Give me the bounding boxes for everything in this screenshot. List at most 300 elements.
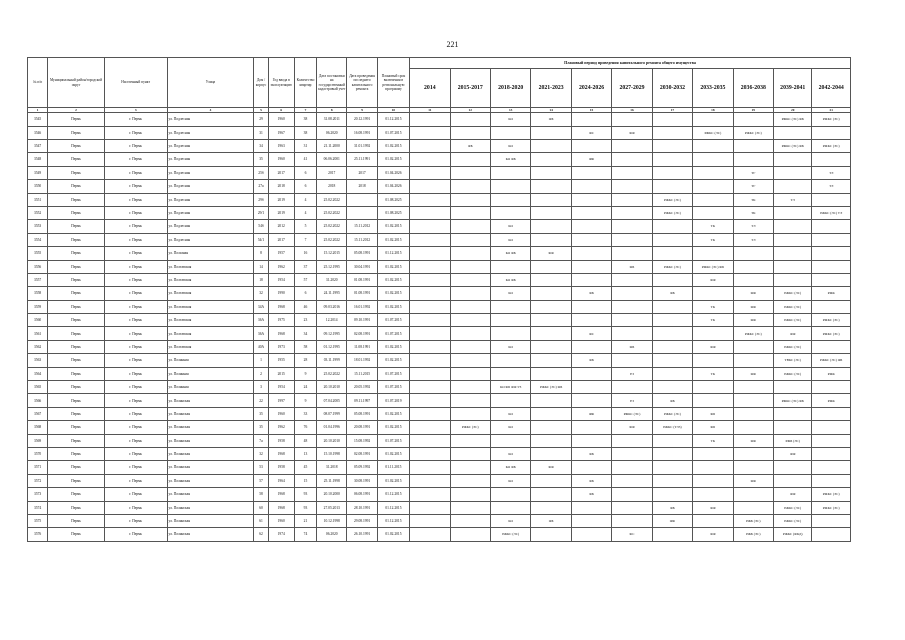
- row-plan-cell: ФФ: [571, 407, 611, 420]
- row-date-repair: 02.08.1991: [347, 447, 377, 460]
- row-flats: 6: [294, 287, 316, 300]
- row-municipal: Пермь: [48, 394, 105, 407]
- row-plan-cell: [450, 340, 490, 353]
- row-house: 35: [254, 421, 268, 434]
- row-plan-cell: [410, 447, 450, 460]
- row-date-repair: 05.09.1992: [347, 461, 377, 474]
- row-date-plan: 01.12.2015: [377, 247, 409, 260]
- row-plan-cell: [450, 367, 490, 380]
- row-plan-cell: [410, 407, 450, 420]
- row-plan-cell: [693, 447, 733, 460]
- row-plan-cell: [693, 461, 733, 474]
- row-plan-cell: [733, 381, 773, 394]
- row-house: 29/1: [254, 206, 268, 219]
- row-date-repair: 30.04.1991: [347, 260, 377, 273]
- row-plan-cell: [571, 300, 611, 313]
- row-plan-cell: [612, 488, 652, 501]
- row-plan-cell: [612, 514, 652, 527]
- table-row: [28, 220, 851, 233]
- row-plan-cell: [450, 474, 490, 487]
- row-year-built: 1990: [268, 287, 294, 300]
- table-row: [28, 193, 851, 206]
- row-plan-cell: [652, 220, 692, 233]
- row-plan-cell: [571, 381, 611, 394]
- row-plan-cell: РЖКС (ЭС): [652, 260, 692, 273]
- row-plan-cell: [733, 501, 773, 514]
- row-plan-cell: РЖКС (ЭС): [774, 314, 812, 327]
- row-num: 3576: [28, 528, 48, 541]
- row-date-repair: 05.08.1991: [347, 247, 377, 260]
- row-plan-cell: [733, 340, 773, 353]
- row-date-priv: 12.2014: [317, 314, 347, 327]
- row-plan-cell: [450, 354, 490, 367]
- row-settlement: г. Пермь: [104, 474, 167, 487]
- row-municipal: Пермь: [48, 434, 105, 447]
- row-street: ул. Полтавская: [167, 327, 254, 340]
- row-flats: 5: [294, 220, 316, 233]
- row-plan-cell: [612, 153, 652, 166]
- row-date-plan: 01.02.2015: [377, 421, 409, 434]
- row-settlement: г. Пермь: [104, 461, 167, 474]
- row-plan-cell: [693, 247, 733, 260]
- row-plan-cell: [612, 206, 652, 219]
- row-date-priv: 2017: [317, 166, 347, 179]
- row-street: ул. Подлесная: [167, 153, 254, 166]
- row-plan-cell: [652, 367, 692, 380]
- row-plan-cell: [693, 327, 733, 340]
- row-plan-cell: [450, 180, 490, 193]
- row-plan-cell: ФБ: [571, 488, 611, 501]
- row-plan-cell: КО ФБ ФФ УЗ: [490, 381, 530, 394]
- row-date-priv: 25.02.2022: [317, 233, 347, 246]
- row-flats: 37: [294, 260, 316, 273]
- row-date-repair: [347, 193, 377, 206]
- col-number: 10: [377, 108, 409, 113]
- row-date-plan: 01.02.2015: [377, 474, 409, 487]
- row-plan-cell: [571, 340, 611, 353]
- row-plan-cell: РЖКС (ЭС): [774, 340, 812, 353]
- row-year-built: 1968: [268, 327, 294, 340]
- row-plan-cell: [693, 180, 733, 193]
- row-plan-cell: [571, 501, 611, 514]
- row-municipal: Пермь: [48, 220, 105, 233]
- row-plan-cell: [450, 488, 490, 501]
- row-plan-cell: [531, 193, 571, 206]
- row-plan-cell: ФФ: [733, 287, 773, 300]
- row-plan-cell: РЖКС (ЭС): [774, 501, 812, 514]
- row-municipal: Пермь: [48, 139, 105, 152]
- header-municipal: Муниципальный район/городской округ: [48, 58, 105, 108]
- row-plan-cell: [571, 434, 611, 447]
- row-date-priv: 25.02.2022: [317, 220, 347, 233]
- row-plan-cell: [450, 273, 490, 286]
- row-settlement: г. Пермь: [104, 528, 167, 541]
- row-house: 35: [254, 407, 268, 420]
- row-settlement: г. Пермь: [104, 447, 167, 460]
- row-flats: 23: [294, 314, 316, 327]
- row-plan-cell: [531, 367, 571, 380]
- col-number: 20: [774, 108, 812, 113]
- col-number: 12: [450, 108, 490, 113]
- row-year-built: 1968: [268, 488, 294, 501]
- row-plan-cell: [531, 287, 571, 300]
- row-plan-cell: [812, 528, 851, 541]
- row-date-repair: 01.08.1991: [347, 273, 377, 286]
- row-flats: 76: [294, 421, 316, 434]
- row-plan-cell: ФФ: [733, 300, 773, 313]
- row-date-priv: 27.05.2013: [317, 501, 347, 514]
- row-plan-cell: [693, 153, 733, 166]
- row-plan-cell: [812, 260, 851, 273]
- row-plan-cell: [531, 327, 571, 340]
- row-house: 60: [254, 501, 268, 514]
- row-flats: 38: [294, 113, 316, 126]
- row-plan-cell: [812, 461, 851, 474]
- row-plan-cell: [531, 139, 571, 152]
- row-date-repair: [347, 206, 377, 219]
- row-year-built: 1958: [268, 434, 294, 447]
- row-plan-cell: ФБ: [652, 394, 692, 407]
- row-flats: 24: [294, 381, 316, 394]
- row-plan-cell: [733, 407, 773, 420]
- row-plan-cell: [774, 407, 812, 420]
- row-municipal: Пермь: [48, 193, 105, 206]
- header-street: Улица: [167, 58, 254, 108]
- row-settlement: г. Пермь: [104, 421, 167, 434]
- row-plan-cell: КО: [490, 340, 530, 353]
- row-plan-cell: [410, 461, 450, 474]
- row-date-repair: 01.08.1991: [347, 287, 377, 300]
- row-plan-cell: РЖКС (ЭС) ФБ: [531, 381, 571, 394]
- row-street: ул. Полянская: [167, 434, 254, 447]
- header-date-priv: Дата постановки на государственный кадастровый учет: [317, 58, 347, 108]
- header-year-10: 2042-2044: [812, 69, 851, 108]
- row-municipal: Пермь: [48, 327, 105, 340]
- row-plan-cell: [693, 139, 733, 152]
- row-settlement: г. Пермь: [104, 407, 167, 420]
- row-plan-cell: ФБ: [571, 474, 611, 487]
- row-house: 36А: [254, 327, 268, 340]
- row-flats: 46: [294, 300, 316, 313]
- row-plan-cell: [652, 528, 692, 541]
- row-year-built: 2017: [268, 233, 294, 246]
- row-flats: 7: [294, 233, 316, 246]
- row-plan-cell: ФФ: [693, 340, 733, 353]
- row-municipal: Пермь: [48, 501, 105, 514]
- row-plan-cell: ТК: [693, 220, 733, 233]
- row-street: ул. Полтавская: [167, 340, 254, 353]
- row-plan-cell: КО: [490, 139, 530, 152]
- row-date-repair: 26.10.1991: [347, 528, 377, 541]
- row-plan-cell: ФФ: [733, 474, 773, 487]
- row-plan-cell: КО ФБ: [490, 461, 530, 474]
- row-plan-cell: [531, 474, 571, 487]
- row-date-priv: 06.2020: [317, 126, 347, 139]
- row-date-repair: 18.01.1992: [347, 354, 377, 367]
- row-flats: 58: [294, 340, 316, 353]
- table-row: [28, 300, 851, 313]
- row-date-priv: 24.11.1995: [317, 287, 347, 300]
- row-plan-cell: [652, 488, 692, 501]
- row-plan-cell: [693, 193, 733, 206]
- header-num: № п/п: [28, 58, 48, 108]
- row-plan-cell: РЖКС (ЭС) ФБ: [693, 260, 733, 273]
- row-plan-cell: ФБ: [531, 113, 571, 126]
- row-year-built: 2019: [268, 206, 294, 219]
- row-plan-cell: [812, 193, 851, 206]
- row-settlement: г. Пермь: [104, 193, 167, 206]
- row-plan-cell: [531, 528, 571, 541]
- row-plan-cell: [612, 180, 652, 193]
- row-plan-cell: [410, 220, 450, 233]
- table-row: [28, 514, 851, 527]
- row-house: 8: [254, 247, 268, 260]
- header-year-7: 2033-2035: [693, 69, 733, 108]
- row-settlement: г. Пермь: [104, 247, 167, 260]
- row-municipal: Пермь: [48, 367, 105, 380]
- row-num: 3555: [28, 247, 48, 260]
- row-date-priv: 2018: [317, 180, 347, 193]
- row-plan-cell: [450, 528, 490, 541]
- row-plan-cell: [693, 206, 733, 219]
- row-plan-cell: [410, 300, 450, 313]
- col-number: 9: [347, 108, 377, 113]
- row-plan-cell: [490, 488, 530, 501]
- row-date-repair: 16.08.1991: [347, 126, 377, 139]
- row-plan-cell: ТЭ: [812, 166, 851, 179]
- row-plan-cell: [652, 474, 692, 487]
- table-row: [28, 327, 851, 340]
- row-plan-cell: [693, 113, 733, 126]
- table-row: [28, 260, 851, 273]
- row-flats: 9: [294, 394, 316, 407]
- row-plan-cell: [612, 474, 652, 487]
- row-plan-cell: ФС: [612, 528, 652, 541]
- row-num: 3553: [28, 220, 48, 233]
- row-plan-cell: ТК: [693, 233, 733, 246]
- row-plan-cell: [450, 300, 490, 313]
- row-house: 3: [254, 381, 268, 394]
- row-settlement: г. Пермь: [104, 287, 167, 300]
- row-plan-cell: [490, 126, 530, 139]
- table-row: [28, 113, 851, 126]
- row-date-repair: 15.11.2012: [347, 220, 377, 233]
- row-plan-cell: [812, 474, 851, 487]
- row-plan-cell: [693, 514, 733, 527]
- row-street: ул. Подлесная: [167, 206, 254, 219]
- col-number: 15: [571, 108, 611, 113]
- row-plan-cell: РЖКС (ЭС): [450, 421, 490, 434]
- row-flats: 93: [294, 501, 316, 514]
- row-date-priv: 20.10.2000: [317, 488, 347, 501]
- row-flats: 16: [294, 247, 316, 260]
- row-plan-cell: [774, 180, 812, 193]
- row-num: 3556: [28, 260, 48, 273]
- row-plan-cell: [531, 126, 571, 139]
- row-street: ул. Полянская: [167, 394, 254, 407]
- row-num: 3552: [28, 206, 48, 219]
- row-date-priv: 21.11.2000: [317, 139, 347, 152]
- row-plan-cell: [652, 314, 692, 327]
- row-plan-cell: [450, 287, 490, 300]
- row-plan-cell: [733, 247, 773, 260]
- row-plan-cell: [490, 367, 530, 380]
- row-date-priv: 25.02.2022: [317, 367, 347, 380]
- row-flats: 31: [294, 139, 316, 152]
- row-street: ул. Подлесная: [167, 166, 254, 179]
- row-house: 57: [254, 474, 268, 487]
- row-plan-cell: [733, 488, 773, 501]
- row-plan-cell: [490, 314, 530, 327]
- header-settlement: Населенный пункт: [104, 58, 167, 108]
- row-plan-cell: [612, 447, 652, 460]
- row-plan-cell: [450, 260, 490, 273]
- row-plan-cell: [652, 247, 692, 260]
- row-plan-cell: ФБ: [571, 287, 611, 300]
- row-settlement: г. Пермь: [104, 300, 167, 313]
- row-plan-cell: [612, 273, 652, 286]
- row-plan-cell: [410, 501, 450, 514]
- col-number: 21: [812, 108, 851, 113]
- row-plan-cell: ТЭ: [774, 193, 812, 206]
- row-plan-cell: РЖКС (ЭС): [652, 206, 692, 219]
- row-num: 3570: [28, 447, 48, 460]
- row-settlement: г. Пермь: [104, 180, 167, 193]
- row-municipal: Пермь: [48, 354, 105, 367]
- row-plan-cell: ЕЗ: [612, 367, 652, 380]
- row-street: ул. Полтавская: [167, 287, 254, 300]
- row-house: 7а: [254, 434, 268, 447]
- row-plan-cell: [450, 126, 490, 139]
- row-plan-cell: [571, 247, 611, 260]
- row-plan-cell: РЖКС (ЭС): [652, 407, 692, 420]
- row-plan-cell: [612, 166, 652, 179]
- row-plan-cell: ФФ: [774, 447, 812, 460]
- row-street: ул. Полянская: [167, 528, 254, 541]
- row-plan-cell: [531, 407, 571, 420]
- row-plan-cell: [612, 314, 652, 327]
- col-number: 7: [294, 108, 316, 113]
- row-plan-cell: [410, 367, 450, 380]
- row-year-built: 1954: [268, 273, 294, 286]
- row-plan-cell: РЖКС (ЭС) ФБ: [774, 394, 812, 407]
- row-date-priv: 20.10.2010: [317, 381, 347, 394]
- row-plan-cell: [531, 206, 571, 219]
- row-date-priv: 07.04.2005: [317, 394, 347, 407]
- row-plan-cell: [410, 327, 450, 340]
- row-plan-cell: РЖК: [812, 287, 851, 300]
- row-plan-cell: ФБ: [612, 260, 652, 273]
- table-row: [28, 139, 851, 152]
- row-plan-cell: ФБ: [571, 354, 611, 367]
- row-plan-cell: [450, 206, 490, 219]
- row-settlement: г. Пермь: [104, 367, 167, 380]
- row-plan-cell: ФБ: [693, 421, 733, 434]
- row-plan-cell: [652, 354, 692, 367]
- row-plan-cell: ФФ: [693, 273, 733, 286]
- row-flats: 48: [294, 434, 316, 447]
- row-date-repair: 25.11.1991: [347, 153, 377, 166]
- row-plan-cell: [812, 153, 851, 166]
- row-date-repair: 29.08.1991: [347, 514, 377, 527]
- row-house: 35: [254, 153, 268, 166]
- row-plan-cell: [450, 166, 490, 179]
- row-plan-cell: [733, 354, 773, 367]
- table-row: [28, 488, 851, 501]
- row-date-plan: 01.02.2015: [377, 340, 409, 353]
- row-plan-cell: РЖК: [812, 394, 851, 407]
- row-year-built: 1964: [268, 474, 294, 487]
- row-plan-cell: ТГ: [733, 166, 773, 179]
- row-plan-cell: [450, 461, 490, 474]
- row-street: ул. Полянская: [167, 514, 254, 527]
- row-plan-cell: РЖКС (ФКД): [774, 528, 812, 541]
- row-plan-cell: [812, 247, 851, 260]
- row-plan-cell: [612, 354, 652, 367]
- row-plan-cell: [652, 126, 692, 139]
- row-plan-cell: [410, 354, 450, 367]
- row-settlement: г. Пермь: [104, 139, 167, 152]
- row-flats: 93: [294, 488, 316, 501]
- row-plan-cell: [733, 421, 773, 434]
- row-municipal: Пермь: [48, 514, 105, 527]
- row-plan-cell: РЖКС (ЭС): [733, 327, 773, 340]
- row-street: ул. Полазная: [167, 247, 254, 260]
- row-municipal: Пермь: [48, 474, 105, 487]
- row-plan-cell: [410, 488, 450, 501]
- row-plan-cell: ТГ: [733, 180, 773, 193]
- row-settlement: г. Пермь: [104, 340, 167, 353]
- table-row: [28, 407, 851, 420]
- row-plan-cell: [812, 273, 851, 286]
- row-plan-cell: ФФ: [571, 153, 611, 166]
- row-date-plan: 01.12.2015: [377, 514, 409, 527]
- row-plan-cell: [812, 447, 851, 460]
- row-date-plan: 01.07.2015: [377, 327, 409, 340]
- row-date-priv: 06.2020: [317, 528, 347, 541]
- row-plan-cell: [571, 113, 611, 126]
- row-plan-cell: [410, 247, 450, 260]
- row-plan-cell: [612, 220, 652, 233]
- row-plan-cell: РЖКС (ТЭЗ): [652, 421, 692, 434]
- row-street: ул. Полянная: [167, 354, 254, 367]
- row-date-repair: 15.08.1992: [347, 434, 377, 447]
- row-house: 32: [254, 447, 268, 460]
- row-num: 3568: [28, 421, 48, 434]
- col-number: 1: [28, 108, 48, 113]
- row-plan-cell: [652, 139, 692, 152]
- row-date-repair: 28.10.1991: [347, 501, 377, 514]
- row-plan-cell: [450, 233, 490, 246]
- row-plan-cell: [531, 233, 571, 246]
- row-date-repair: 09.11.1997: [347, 394, 377, 407]
- row-street: ул. Полянская: [167, 488, 254, 501]
- row-num: 3551: [28, 193, 48, 206]
- row-plan-cell: КО ФБ: [490, 153, 530, 166]
- row-plan-cell: КО: [490, 421, 530, 434]
- row-plan-cell: [612, 247, 652, 260]
- row-municipal: Пермь: [48, 166, 105, 179]
- table-row: [28, 381, 851, 394]
- row-num: 3545: [28, 113, 48, 126]
- row-plan-cell: КО: [490, 474, 530, 487]
- row-street: ул. Полтавская: [167, 314, 254, 327]
- row-plan-cell: РЖКС (ЭС): [774, 514, 812, 527]
- row-plan-cell: [410, 126, 450, 139]
- row-year-built: 1962: [268, 421, 294, 434]
- row-settlement: г. Пермь: [104, 113, 167, 126]
- row-plan-cell: РЖКС (ЭС): [812, 139, 851, 152]
